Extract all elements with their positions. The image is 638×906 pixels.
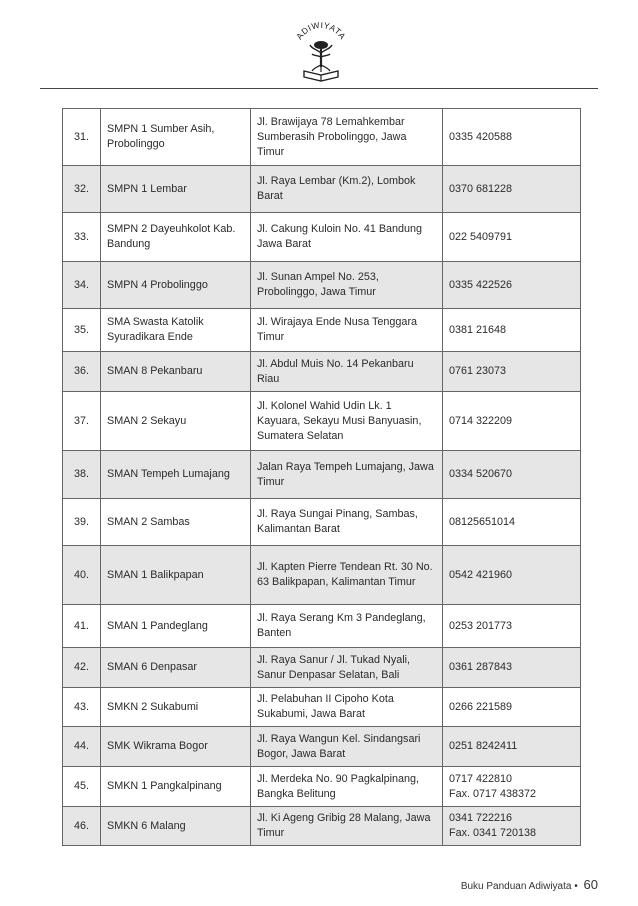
table-row [63, 767, 581, 807]
school-name: SMPN 2 Dayeuhkolot Kab. Bandung [101, 213, 251, 262]
table-row [63, 352, 581, 392]
school-phone: 0761 23073 [443, 352, 581, 392]
school-name: SMAN 8 Pekanbaru [101, 352, 251, 392]
school-address: Jl. Raya Serang Km 3 Pandeglang, Banten [251, 605, 443, 648]
row-number: 44. [63, 727, 101, 767]
row-number: 40. [63, 546, 101, 605]
row-number: 46. [63, 807, 101, 846]
school-name: SMAN 1 Pandeglang [101, 605, 251, 648]
school-phone: 0334 520670 [443, 451, 581, 499]
table-row [63, 262, 581, 309]
school-phone: 0542 421960 [443, 546, 581, 605]
school-name: SMK Wikrama Bogor [101, 727, 251, 767]
adiwiyata-logo-icon [290, 5, 352, 87]
logo-lettering: ADIWIYATA [294, 19, 348, 42]
school-name: SMPN 1 Lembar [101, 166, 251, 213]
header-divider [40, 88, 598, 89]
row-number: 35. [63, 309, 101, 352]
table-row [63, 546, 581, 605]
row-number: 37. [63, 392, 101, 451]
table-row [63, 392, 581, 451]
school-phone: 022 5409791 [443, 213, 581, 262]
school-address: Jl. Raya Sanur / Jl. Tukad Nyali, Sanur Denpasar Selatan, Bali [251, 648, 443, 688]
table-row [63, 648, 581, 688]
school-address: Jl. Raya Wangun Kel. Sindangsari Bogor, Jawa Barat [251, 727, 443, 767]
school-phone: 0714 322209 [443, 392, 581, 451]
school-phone: 0381 21648 [443, 309, 581, 352]
book-title: Buku Panduan Adiwiyata [460, 881, 572, 892]
school-name: SMPN 4 Probolinggo [101, 262, 251, 309]
table-row [63, 166, 581, 213]
school-address: Jl. Kapten Pierre Tendean Rt. 30 No. 63 Balikpapan, Kalimantan Timur [251, 546, 443, 605]
phone-line: 0717 422810 [449, 772, 513, 785]
school-name: SMAN 6 Denpasar [101, 648, 251, 688]
school-phone: 0361 287843 [443, 648, 581, 688]
school-phone: 0370 681228 [443, 166, 581, 213]
adiwiyata-logo [290, 5, 352, 87]
school-name: SMAN 2 Sekayu [101, 392, 251, 451]
school-phone: 0335 422526 [443, 262, 581, 309]
school-name: SMKN 6 Malang [101, 807, 251, 846]
fax-line: Fax. 0341 720138 [449, 827, 537, 839]
school-address: Jl. Brawijaya 78 Lemahkembar Sumberasih Probolinggo, Jawa Timur [251, 109, 443, 166]
school-phone: 0251 8242411 [443, 727, 581, 767]
table-row [63, 213, 581, 262]
row-number: 33. [63, 213, 101, 262]
fax-line: Fax. 0717 438372 [449, 787, 537, 800]
row-number: 45. [63, 767, 101, 807]
table-row [63, 807, 581, 846]
school-address: Jl. Sunan Ampel No. 253, Probolinggo, Jawa Timur [251, 262, 443, 309]
school-address: Jl. Cakung Kuloin No. 41 Bandung Jawa Barat [251, 213, 443, 262]
footer-separator: • [574, 881, 578, 892]
row-number: 43. [63, 688, 101, 727]
school-address: Jalan Raya Tempeh Lumajang, Jawa Timur [251, 451, 443, 499]
page-number: 60 [583, 877, 598, 892]
row-number: 32. [63, 166, 101, 213]
phone-line: 0341 722216 [449, 812, 513, 824]
school-phone: 0253 201773 [443, 605, 581, 648]
table-row [63, 605, 581, 648]
school-address: Jl. Ki Ageng Gribig 28 Malang, Jawa Timur [251, 807, 443, 846]
table-row [63, 309, 581, 352]
school-address: Jl. Raya Lembar (Km.2), Lombok Barat [251, 166, 443, 213]
page-footer [461, 877, 598, 892]
table-row [63, 451, 581, 499]
row-number: 38. [63, 451, 101, 499]
table-row [63, 727, 581, 767]
row-number: 31. [63, 109, 101, 166]
row-number: 42. [63, 648, 101, 688]
school-name: SMPN 1 Sumber Asih, Probolinggo [101, 109, 251, 166]
row-number: 34. [63, 262, 101, 309]
school-address: Jl. Merdeka No. 90 Pagkalpinang, Bangka Belitung [251, 767, 443, 807]
school-address: Jl. Pelabuhan II Cipoho Kota Sukabumi, Jawa Barat [251, 688, 443, 727]
school-name: SMKN 1 Pangkalpinang [101, 767, 251, 807]
school-name: SMA Swasta Katolik Syuradikara Ende [101, 309, 251, 352]
school-phone: 0335 420588 [443, 109, 581, 166]
school-address: Jl. Raya Sungai Pinang, Sambas, Kalimantan Barat [251, 499, 443, 546]
school-name: SMKN 2 Sukabumi [101, 688, 251, 727]
row-number: 39. [63, 499, 101, 546]
school-phone: 08125651014 [443, 499, 581, 546]
school-name: SMAN 2 Sambas [101, 499, 251, 546]
school-name: SMAN Tempeh Lumajang [101, 451, 251, 499]
school-phone [443, 807, 581, 846]
row-number: 36. [63, 352, 101, 392]
row-number: 41. [63, 605, 101, 648]
school-address: Jl. Wirajaya Ende Nusa Tenggara Timur [251, 309, 443, 352]
table-row [63, 499, 581, 546]
school-table [62, 108, 581, 846]
table-row [63, 109, 581, 166]
school-address: Jl. Kolonel Wahid Udin Lk. 1 Kayuara, Sekayu Musi Banyuasin, Sumatera Selatan [251, 392, 443, 451]
school-address: Jl. Abdul Muis No. 14 Pekanbaru Riau [251, 352, 443, 392]
school-name: SMAN 1 Balikpapan [101, 546, 251, 605]
school-phone: 0266 221589 [443, 688, 581, 727]
table-row [63, 688, 581, 727]
school-phone [443, 767, 581, 807]
